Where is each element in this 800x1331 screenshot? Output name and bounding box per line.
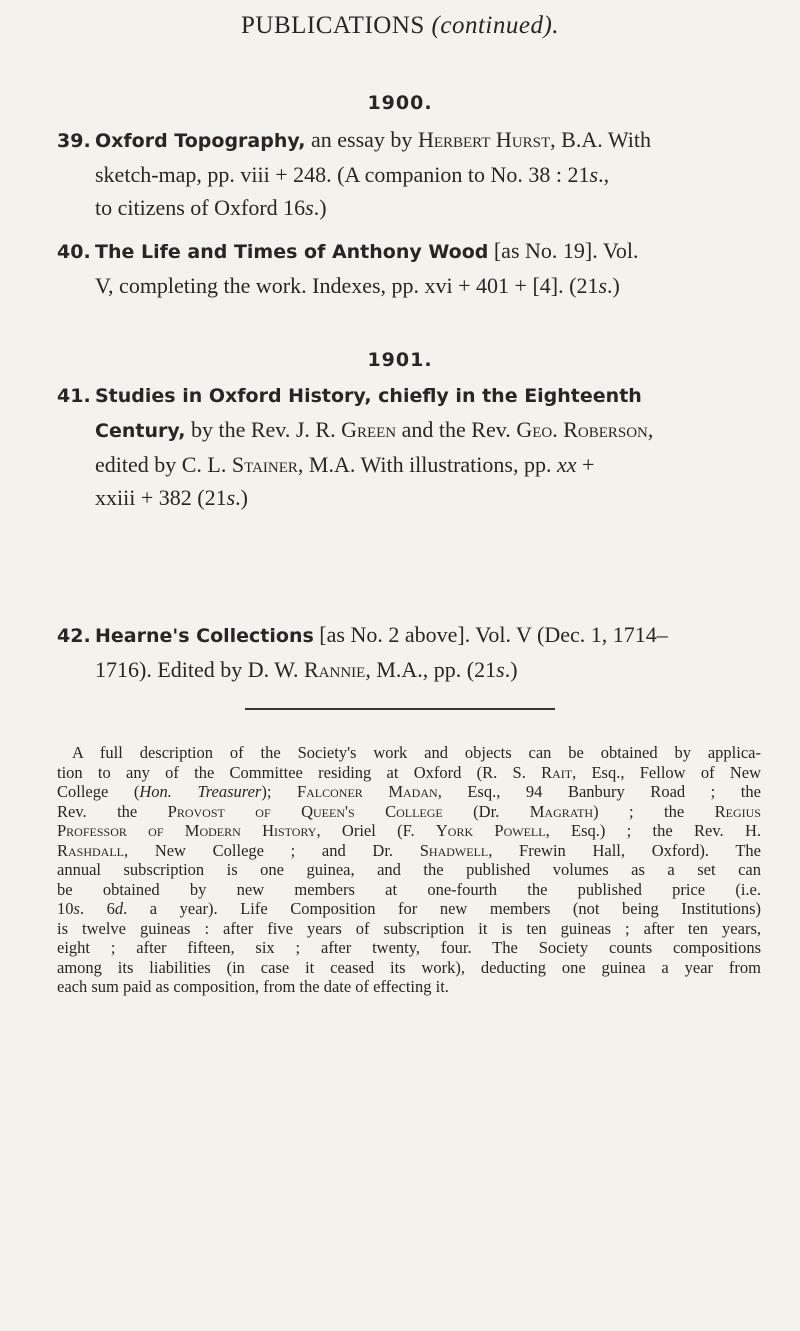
note-line: is twelve guineas : after five years of subscription it is ten guineas ; after ten years, — [57, 918, 761, 938]
author-name: Herbert Hurst — [417, 127, 551, 152]
note-line: eight ; after fifteen, six ; after twenty, four. The Society counts compositions — [57, 938, 761, 957]
running-head-title: PUBLICATIONS — [240, 12, 425, 39]
society-description-note — [57, 743, 761, 997]
note-line: Professor of Modern History, Oriel (F. York Powell, Esq.) ; the Rev. H. — [57, 821, 761, 840]
entry-title: Hearne's Collections — [95, 625, 314, 647]
note-line: each sum paid as composition, from the date of effecting it. — [57, 977, 449, 996]
note-line: be obtained by new members at one-fourth the published price (i.e. — [57, 879, 761, 899]
year-heading-1900: 1900. — [367, 92, 433, 114]
note-line: among its liabilities (in case it ceased its work), deducting one guinea a year from — [57, 957, 761, 977]
entry-number: 41. — [57, 385, 91, 407]
entry-39: 39. Oxford Topography, an essay by Herbert Hurst, B.A. With sketch-map, pp. viii + 248. (A companion to No. 38 : 21s., to citizens of Oxford 16s.) — [57, 127, 651, 220]
note-line: College (Hon. Treasurer); Falconer Madan, Esq., 94 Banbury Road ; the — [57, 782, 761, 801]
note-line: Rev. the Provost of Queen's College (Dr. Magrath) ; the Regius — [57, 801, 761, 821]
section-divider-rule — [245, 708, 555, 710]
running-head — [0, 12, 800, 40]
note-line: tion to any of the Committee residing at Oxford (R. S. Rait, Esq., Fellow of New — [57, 762, 761, 782]
entry-number: 39. — [57, 130, 91, 152]
note-line: Rashdall, New College ; and Dr. Shadwell, Frewin Hall, Oxford). The — [57, 840, 761, 860]
note-line: 10s. 6d. a year). Life Composition for new members (not being Institutions) — [57, 899, 761, 918]
entry-41: 41. Studies in Oxford History, chiefly in the Eighteenth Century, by the Rev. J. R. Green and the Rev. Geo. Roberson, edited by C. L. Stainer, M.A. With illustrations, pp. xx + xxiii + 382 (21s.) — [57, 378, 763, 514]
entry-title: The Life and Times of Anthony Wood — [95, 241, 489, 263]
entry-title: Studies in Oxford History, chiefly in the Eighteenth — [95, 385, 642, 407]
running-head-continued: (continued). — [431, 12, 560, 39]
entry-40: 40. The Life and Times of Anthony Wood [as No. 19]. Vol. V, completing the work. Indexes, pp. xvi + 401 + [4]. (21s.) — [57, 238, 639, 298]
entry-number: 42. — [57, 625, 91, 647]
note-line: annual subscription is one guinea, and the published volumes as a set can — [57, 860, 761, 879]
year-heading-1901: 1901. — [367, 349, 433, 371]
note-line: A full description of the Society's work and objects can be obtained by applica- — [72, 743, 761, 762]
entry-title: Oxford Topography, — [95, 130, 306, 152]
entry-number: 40. — [57, 241, 91, 263]
entry-42: 42. Hearne's Collections [as No. 2 above]. Vol. V (Dec. 1, 1714– 1716). Edited by D. W. Rannie, M.A., pp. (21s.) — [57, 622, 668, 682]
